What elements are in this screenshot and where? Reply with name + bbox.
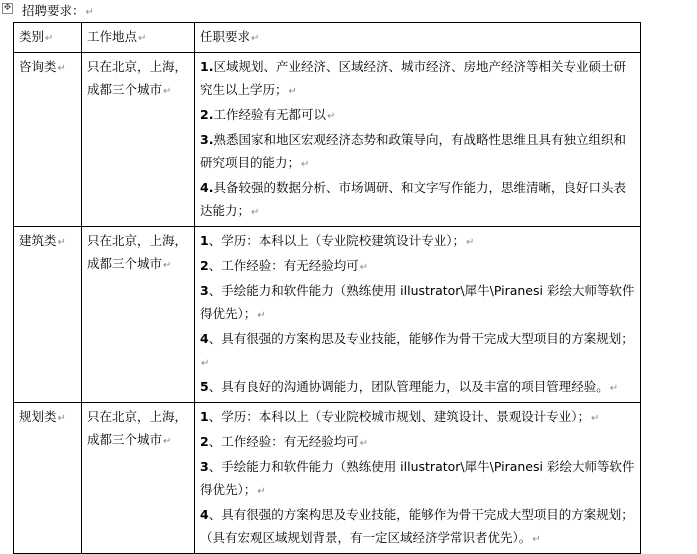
- requirement-item: 1、学历：本科以上（专业院校建筑设计专业）；↵: [200, 233, 475, 248]
- requirement-item: 3、手绘能力和软件能力（熟练使用 illustrator\犀牛\Piranesi 彩绘大师等软件得优先）；↵: [200, 459, 635, 497]
- requirement-item: 3、手绘能力和软件能力（熟练使用 illustrator\犀牛\Piranesi 彩绘大师等软件得优先）；↵: [200, 283, 635, 321]
- table-header-row: [14, 23, 641, 53]
- requirement-item: 3.熟悉国家和地区宏观经济态势和政策导向，有战略性思维且具有独立组织和研究项目的能力；↵: [200, 132, 626, 170]
- row-category: 规划类↵: [14, 403, 82, 554]
- table-row: [14, 227, 641, 403]
- row-requirements: [195, 403, 641, 554]
- row-category: 咨询类↵: [14, 53, 82, 227]
- requirement-item: 2.工作经验有无都可以↵: [200, 107, 336, 122]
- row-requirements: [195, 227, 641, 403]
- row-requirements: [195, 53, 641, 227]
- requirement-item: 2、工作经验：有无经验均可↵: [200, 258, 369, 273]
- table-row: [14, 403, 641, 554]
- header-location: 工作地点↵: [82, 23, 195, 53]
- header-category: 类别↵: [14, 23, 82, 53]
- table-move-handle-icon[interactable]: ✥: [3, 3, 12, 13]
- paragraph-mark-icon: ↵: [85, 7, 94, 18]
- requirement-item: 4、具有很强的方案构思及专业技能，能够作为骨干完成大型项目的方案规划；↵: [200, 331, 634, 369]
- requirement-item: 2、工作经验：有无经验均可↵: [200, 434, 369, 449]
- requirement-item: 1、学历：本科以上（专业院校城市规划、建筑设计、景观设计专业）；↵: [200, 409, 600, 424]
- table-row: [14, 53, 641, 227]
- row-category: 建筑类↵: [14, 227, 82, 403]
- requirement-item: 4、具有很强的方案构思及专业技能，能够作为骨干完成大型项目的方案规划；（具有宏观区域规划背景，有一定区域经济学常识者优先）。↵: [200, 507, 634, 545]
- requirement-item: 1.区域规划、产业经济、区域经济、城市经济、房地产经济等相关专业硕士研究生以上学历；↵: [200, 59, 626, 97]
- requirement-item: 4.具备较强的数据分析、市场调研、和文字写作能力，思维清晰，良好口头表达能力；↵: [200, 180, 626, 218]
- row-location: 只在北京，上海，成都三个城市↵: [82, 403, 195, 554]
- row-location: 只在北京，上海，成都三个城市↵: [82, 227, 195, 403]
- row-location: 只在北京，上海，成都三个城市↵: [82, 53, 195, 227]
- header-requirements: 任职要求↵: [195, 23, 641, 53]
- requirements-table: [13, 22, 641, 554]
- page-heading: 招聘要求：↵: [22, 3, 94, 18]
- requirement-item: 5、具有良好的沟通协调能力，团队管理能力，以及丰富的项目管理经验。↵: [200, 379, 619, 394]
